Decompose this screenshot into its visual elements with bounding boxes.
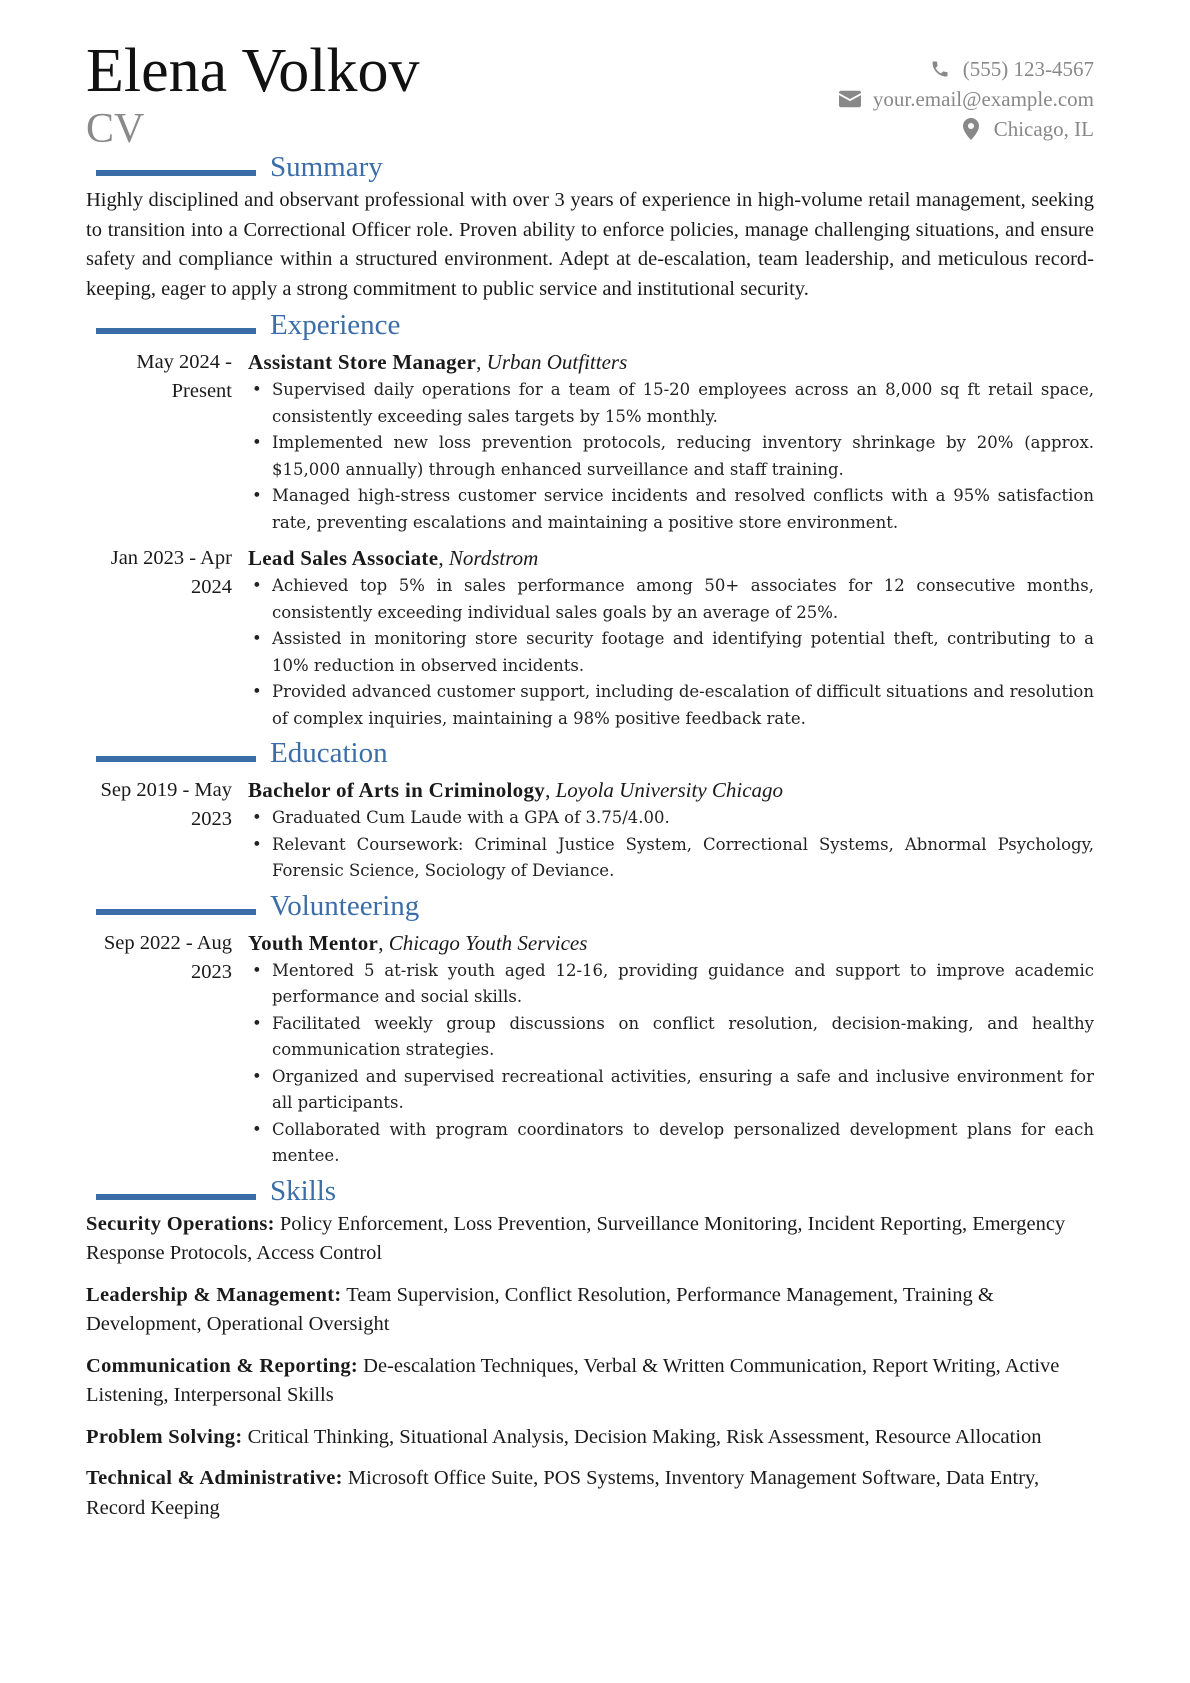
person-name: Elena Volkov (86, 37, 420, 105)
section-accent-bar (96, 756, 256, 762)
section-title: Skills (270, 1174, 337, 1207)
skill-row (86, 1423, 1094, 1453)
skill-category: Security Operations: (86, 1212, 275, 1235)
section-title: Education (270, 737, 388, 769)
bullet-item: • Provided advanced customer support, including de-escalation of difficult situations and resolution of complex inquiries, maintaining a 98% positive feedback rate. (272, 679, 1094, 732)
skill-row (86, 1281, 1094, 1340)
phone-text[interactable]: (555) 123-4567 (962, 56, 1094, 81)
section-title: Summary (270, 151, 383, 183)
skill-items: Team Supervision, Conflict Resolution, Performance Management, Training & Development, Operational Oversight (86, 1283, 994, 1335)
skill-category: Communication & Reporting: (86, 1354, 359, 1377)
entry-body (248, 776, 1094, 885)
entry-bullets (248, 377, 1094, 536)
skill-row (86, 1464, 1094, 1523)
map-pin-icon (960, 118, 982, 140)
skill-category: Technical & Administrative: (86, 1467, 343, 1489)
location-text: Chicago, IL (993, 116, 1094, 141)
bullet-item: • Assisted in monitoring store security footage and identifying potential theft, contributing to a 10% reduction in observed incidents. (272, 626, 1094, 679)
entry-organization: Chicago Youth Services (388, 930, 588, 955)
volunteering-list (86, 929, 1094, 1170)
bullet-item: • Supervised daily operations for a team of 15-20 employees across an 8,000 sq ft retail space, consistently exceeding sales targets by 15% monthly. (272, 377, 1094, 430)
bullet-item: • Achieved top 5% in sales performance among 50+ associates for 12 consecutive months, consistently exceeding individual sales goals by an average of 25%. (272, 573, 1094, 626)
contact-phone (839, 54, 1094, 84)
contact-location (839, 114, 1094, 144)
skill-items: Microsoft Office Suite, POS Systems, Inventory Management Software, Data Entry, Record Keeping (86, 1467, 1040, 1519)
education-list (86, 776, 1094, 885)
bullet-item: • Relevant Coursework: Criminal Justice System, Correctional Systems, Abnormal Psychology, Forensic Science, Sociology of Deviance. (272, 832, 1094, 885)
section-experience-heading (86, 310, 1094, 340)
entry-organization: Loyola University Chicago (555, 778, 784, 802)
entry-body (248, 348, 1094, 536)
bullet-item: • Facilitated weekly group discussions on conflict resolution, decision-making, and healthy communication strategies. (272, 1011, 1094, 1064)
skill-row (86, 1210, 1094, 1269)
entry-title: Youth Mentor (248, 930, 379, 955)
skill-category: Problem Solving: (86, 1425, 243, 1448)
entry-row (86, 776, 1094, 885)
section-education-heading (86, 738, 1094, 768)
section-title: Volunteering (270, 889, 420, 922)
experience-list (86, 348, 1094, 732)
entry-date: Jan 2023 - Apr 2024 (110, 547, 232, 598)
envelope-icon (839, 88, 861, 110)
bullet-item: • Graduated Cum Laude with a GPA of 3.75/4.00. (272, 805, 1094, 832)
entry-row (86, 929, 1094, 1170)
skill-category: Leadership & Management: (86, 1283, 342, 1306)
entry-title: Assistant Store Manager (248, 350, 477, 374)
phone-icon (929, 58, 951, 80)
entry-body (248, 929, 1094, 1170)
entry-organization: Urban Outfitters (486, 350, 628, 374)
bullet-item: • Organized and supervised recreational activities, ensuring a safe and inclusive environment for all participants. (272, 1064, 1094, 1117)
entry-title-line: Bachelor of Arts in Criminology, Loyola University Chicago (248, 778, 784, 802)
skill-row (86, 1352, 1094, 1411)
entry-title-line: Lead Sales Associate, Nordstrom (248, 546, 539, 570)
entry-title-line: Youth Mentor, Chicago Youth Services (248, 930, 588, 955)
skill-items: Policy Enforcement, Loss Prevention, Surveillance Monitoring, Incident Reporting, Emergency Response Protocols, Access Control (86, 1212, 1066, 1264)
entry-date: Sep 2022 - Aug 2023 (103, 931, 232, 983)
bullet-item: • Implemented new loss prevention protocols, reducing inventory shrinkage by 20% (approx. $15,000 annually) through enhanced surveillance and staff training. (272, 430, 1094, 483)
entry-body (248, 544, 1094, 732)
bullet-item: • Mentored 5 at-risk youth aged 12-16, providing guidance and support to improve academic performance and social skills. (272, 958, 1094, 1011)
section-summary-heading (86, 152, 1094, 182)
section-accent-bar (96, 170, 256, 176)
contact-email (839, 84, 1094, 114)
entry-row (86, 544, 1094, 732)
skill-items: De-escalation Techniques, Verbal & Written Communication, Report Writing, Active Listening, Interpersonal Skills (86, 1354, 1060, 1406)
section-skills-heading (86, 1176, 1094, 1206)
entry-date: Sep 2019 - May 2023 (100, 779, 232, 830)
section-volunteering-heading (86, 891, 1094, 921)
bullet-item: • Managed high-stress customer service incidents and resolved conflicts with a 95% satisfaction rate, preventing escalations and maintaining a positive store environment. (272, 483, 1094, 536)
section-accent-bar (96, 1194, 256, 1200)
header (86, 37, 1094, 152)
contact-block (839, 54, 1094, 144)
document-subtitle: CV (86, 106, 145, 152)
email-text[interactable]: your.email@example.com (872, 86, 1094, 111)
entry-row (86, 348, 1094, 536)
entry-bullets (248, 958, 1094, 1170)
summary-text: Highly disciplined and observant professional with over 3 years of experience in high-volume retail management, seeking to transition into a Correctional Officer role. Proven ability to enforce policies, manage challenging situations, and ensure safety and compliance within a structured environment. Adept at de-escalation, team leadership, and meticulous record-keeping, eager to apply a strong commitment to public service and institutional security. (86, 189, 1094, 300)
entry-organization: Nordstrom (448, 546, 539, 570)
section-accent-bar (96, 909, 256, 915)
entry-bullets (248, 805, 1094, 885)
entry-title-line: Assistant Store Manager, Urban Outfitters (248, 350, 628, 374)
entry-title: Bachelor of Arts in Criminology (248, 778, 546, 802)
entry-bullets (248, 573, 1094, 732)
skill-items: Critical Thinking, Situational Analysis, Decision Making, Risk Assessment, Resource Allocation (247, 1425, 1042, 1448)
section-title: Experience (270, 309, 401, 341)
bullet-item: • Collaborated with program coordinators to develop personalized development plans for each mentee. (272, 1117, 1094, 1170)
skills-list (86, 1210, 1094, 1524)
entry-title: Lead Sales Associate (248, 546, 439, 570)
section-accent-bar (96, 328, 256, 334)
entry-date: May 2024 - Present (136, 351, 232, 402)
